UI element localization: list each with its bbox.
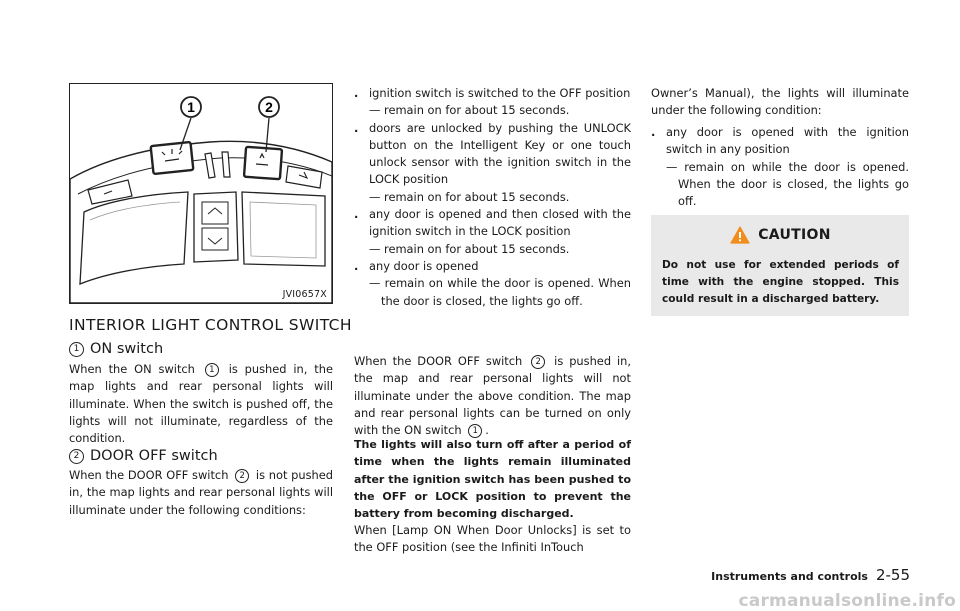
door-off-paragraph xyxy=(69,467,333,519)
door-off-text-1: When the DOOR OFF switch xyxy=(69,468,229,482)
battery-note: The lights will also turn off after a period of time when the lights remain illuminated after the ignition switch has been pushed to the OFF or LOCK position to prevent the battery from becoming discharged. xyxy=(354,438,631,521)
caution-text: Do not use for extended periods of time with the engine stopped. This could result in a discharged battery. xyxy=(662,259,899,305)
lamp-condition-list xyxy=(651,124,909,210)
door-off-text-2: is not pushed in, the map lights and rear personal lights will illuminate under the following conditions: xyxy=(69,468,334,517)
on-switch-paragraph xyxy=(69,361,333,447)
overhead-console-figure xyxy=(69,83,333,304)
door-off-pushed-text-3: . xyxy=(485,423,489,438)
on-switch-heading-text: ON switch xyxy=(90,341,164,357)
callout-2-label: 2 xyxy=(265,99,273,115)
door-off-pushed-text-1: When the DOOR OFF switch xyxy=(354,354,523,368)
warning-triangle-icon xyxy=(730,226,750,244)
door-off-pushed-text-2: is pushed in, the map and rear personal lights will not illuminate under the above condition. The map and rear personal lights can be turned on only with the ON switch xyxy=(354,354,631,438)
watermark: carmanualsonline.info xyxy=(738,591,956,611)
sub-note: — remain on for about 15 seconds. xyxy=(369,103,570,118)
list-item: . any door is opened — remain on while the door is opened. When the door is closed, the lights go off. xyxy=(354,258,631,310)
page-footer xyxy=(711,566,910,584)
on-switch-text-2: is pushed in, the map lights and rear personal lights will illuminate. When the switch is pushed off, the lights will not illuminate, regardless of the condition. xyxy=(69,362,333,446)
figure-code: JVI0657X xyxy=(282,289,327,300)
sub-note: — remain on for about 15 seconds. xyxy=(369,189,570,204)
inline-number-2-icon: 2 xyxy=(235,469,249,483)
on-switch-text-1: When the ON switch xyxy=(69,362,195,376)
conditions-list xyxy=(354,85,631,310)
door-off-heading-text: DOOR OFF switch xyxy=(90,448,218,464)
callout-1-label: 1 xyxy=(187,99,195,115)
overhead-console-illustration xyxy=(70,84,332,303)
lamp-on-paragraph-end: Owner’s Manual), the lights will illuminate under the following condition: xyxy=(651,86,909,118)
page-number: 2-55 xyxy=(875,566,910,584)
inline-number-2-icon: 2 xyxy=(531,355,545,369)
sub-note: — remain on while the door is opened. When the door is closed, the lights go off. xyxy=(369,276,631,308)
door-off-pushed-paragraph xyxy=(354,353,631,439)
section-title: INTERIOR LIGHT CONTROL SWITCH xyxy=(69,316,352,334)
on-switch-number-icon: 1 xyxy=(69,342,84,357)
on-switch-heading xyxy=(69,341,163,357)
sub-note: — remain on for about 15 seconds. xyxy=(369,241,570,256)
list-item: . ignition switch is switched to the OFF position — remain on for about 15 seconds. xyxy=(354,85,631,120)
footer-section-title: Instruments and controls xyxy=(711,570,868,583)
door-off-number-icon: 2 xyxy=(69,449,84,464)
caution-title: CAUTION xyxy=(758,227,831,243)
lamp-on-paragraph-start: When [Lamp ON When Door Unlocks] is set to the OFF position (see the Infiniti InTouch xyxy=(354,523,631,555)
sub-note: — remain on while the door is opened. When the door is closed, the lights go off. xyxy=(666,159,909,209)
list-item: . doors are unlocked by pushing the UNLOCK button on the Intelligent Key or one touch unlock sensor with the ignition switch in the LOCK position — remain on for about 15 seconds. xyxy=(354,120,631,206)
inline-number-1-icon: 1 xyxy=(468,424,482,438)
list-item: . any door is opened and then closed with the ignition switch in the LOCK position — remain on for about 15 seconds. xyxy=(354,206,631,258)
inline-number-1-icon: 1 xyxy=(205,363,219,377)
caution-header xyxy=(662,226,899,244)
list-item: . any door is opened with the ignition switch in any position — remain on while the door is opened. When the door is closed, the lights go off. xyxy=(651,124,909,210)
door-off-heading xyxy=(69,448,218,464)
caution-box xyxy=(651,215,909,316)
